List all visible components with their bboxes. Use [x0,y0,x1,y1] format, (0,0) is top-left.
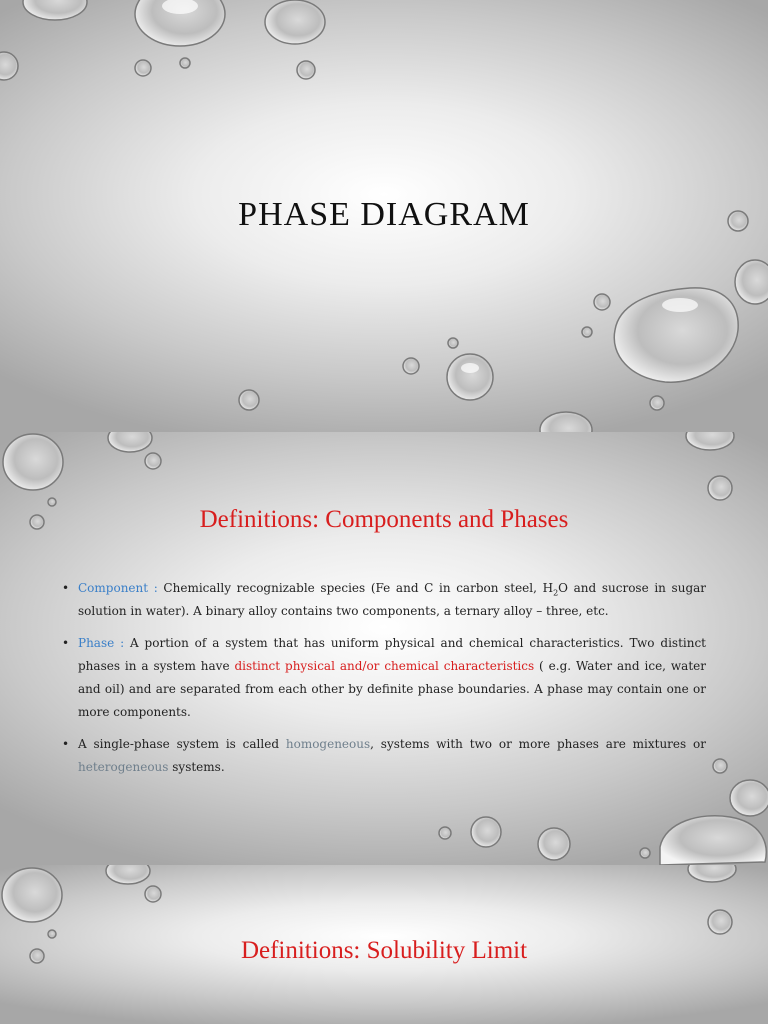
definition-text: A single-phase system is called [78,737,286,751]
list-item [62,733,706,779]
term-homogeneous: homogeneous [285,737,371,751]
highlight-text: distinct physical and/or chemical characteristics [234,659,535,673]
definition-text: , systems with two or more phases are mixtures or [370,737,706,751]
slide-definitions-components [0,432,768,865]
term-component: Component : [78,581,158,595]
definition-text: O and sucrose in sugar solution in water). A binary alloy contains two components, a ternary alloy – three, etc. [78,581,707,618]
definition-text: Chemically recognizable species (Fe and C in carbon steel, H [157,581,554,595]
definition-text: systems. [168,760,225,774]
term-heterogeneous: heterogeneous [78,760,169,774]
subscript: 2 [553,588,559,598]
slide-heading: Definitions: Solubility Limit [240,937,528,964]
bullet-icon: • [62,636,70,650]
list-item [62,577,706,623]
slide-title-text: PHASE DIAGRAM [238,196,530,233]
bullet-icon: • [62,737,70,751]
bullet-icon: • [62,581,70,595]
definition-text: A portion of a system that has uniform physical and chemical characteristics. Two distinct phases in a system have [78,636,706,673]
term-phase: Phase : [78,636,125,650]
definitions-list [62,577,706,788]
list-item [62,632,706,724]
definition-text: ( e.g. Water and ice, water and oil) and are separated from each other by definite phase boundaries. A phase may contain one or more components. [78,659,706,719]
slide-title [0,0,768,432]
slide-definitions-solubility [0,865,768,1024]
slide-heading: Definitions: Components and Phases [199,506,569,533]
